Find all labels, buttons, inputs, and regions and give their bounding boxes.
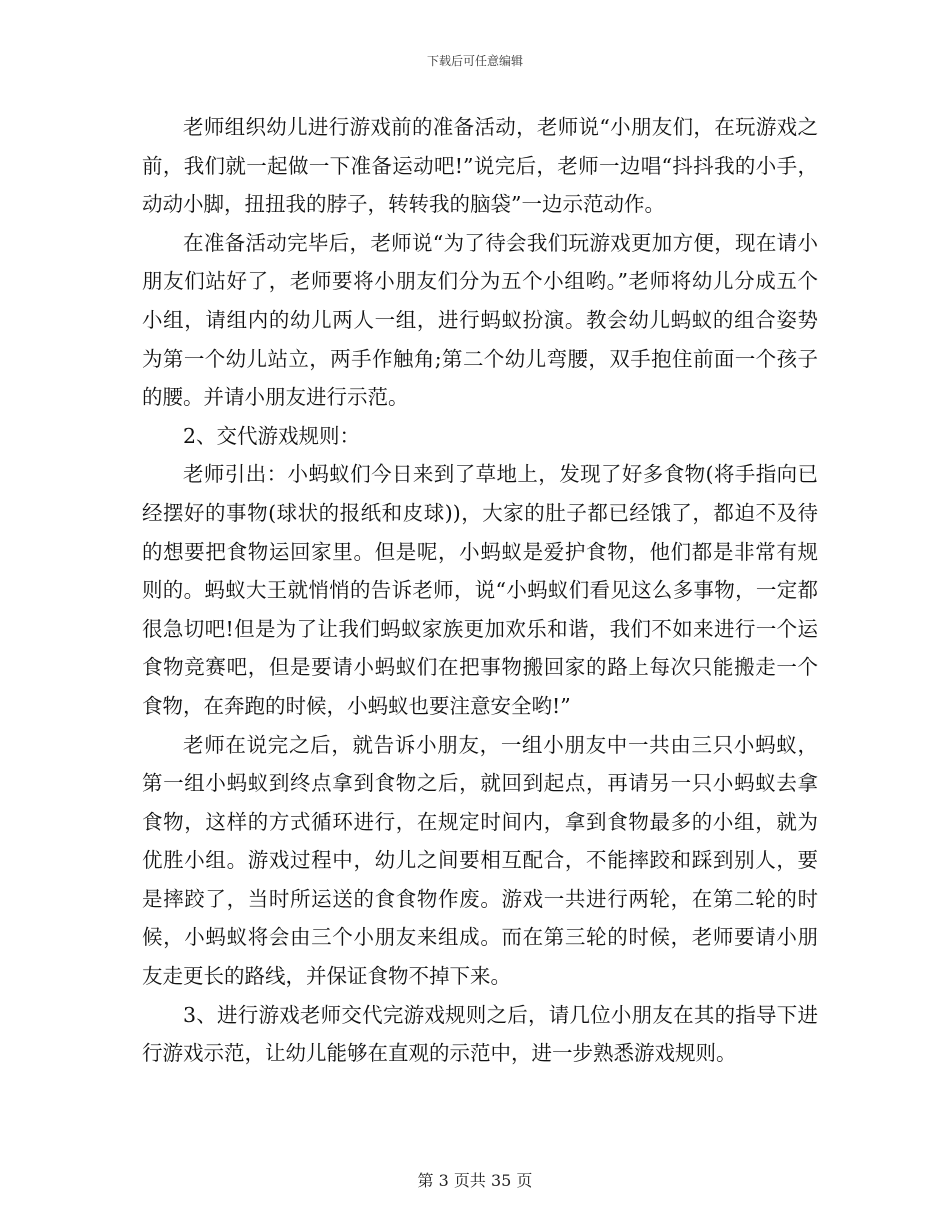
paragraph-grouping: 在准备活动完毕后，老师说“为了待会我们玩游戏更加方便，现在请小朋友们站好了，老师要将小朋友们分为五个小组哟。”老师将幼儿分成五个小组，请组内的幼儿两人一组，进行蚂蚁扮演。教会幼儿蚂蚁的组合姿势为第一个幼儿站立，两手作触角;第二个幼儿弯腰，双手抱住前面一个孩子的腰。并请小朋友进行示范。 (142, 230, 818, 410)
page-number-footer: 第 3 页共 35 页 (417, 1171, 533, 1190)
page-header: 下载后可任意编辑 (426, 54, 523, 68)
paragraph-rules-detail: 老师在说完之后，就告诉小朋友，一组小朋友中一共由三只小蚂蚁，第一组小蚂蚁到终点拿到食物之后，就回到起点，再请另一只小蚂蚁去拿食物，这样的方式循环进行，在规定时间内，拿到食物最多的小组，就为优胜小组。游戏过程中，幼儿之间要相互配合，不能摔跤和踩到别人，要是摔跤了，当时所运送的食食物作废。游戏一共进行两轮，在第二轮的时候，小蚂蚁将会由三个小朋友来组成。而在第三轮的时候，老师要请小朋友走更长的路线，并保证食物不掉下来。 (142, 732, 818, 989)
document-body (142, 108, 818, 1073)
paragraph-warmup: 老师组织幼儿进行游戏前的准备活动，老师说“小朋友们，在玩游戏之前，我们就一起做一下准备运动吧!”说完后，老师一边唱“抖抖我的小手，动动小脚，扭扭我的脖子，转转我的脑袋”一边示范动作。 (142, 115, 818, 217)
paragraph-demonstration: 3、进行游戏老师交代完游戏规则之后，请几位小朋友在其的指导下进行游戏示范，让幼儿能够在直观的示范中，进一步熟悉游戏规则。 (142, 1002, 818, 1066)
paragraph-rules-intro: 老师引出：小蚂蚁们今日来到了草地上，发现了好多食物(将手指向已经摆好的事物(球状的报纸和皮球))，大家的肚子都已经饿了，都迫不及待的想要把食物运回家里。但是呢，小蚂蚁是爱护食物，他们都是非常有规则的。蚂蚁大王就悄悄的告诉老师，说“小蚂蚁们看见这么多事物，一定都很急切吧!但是为了让我们蚂蚁家族更加欢乐和谐，我们不如来进行一个运食物竞赛吧，但是要请小蚂蚁们在把事物搬回家的路上每次只能搬走一个食物，在奔跑的时候，小蚂蚁也要注意安全哟!” (142, 462, 818, 718)
section-heading-rules: 2、交代游戏规则： (183, 423, 361, 448)
